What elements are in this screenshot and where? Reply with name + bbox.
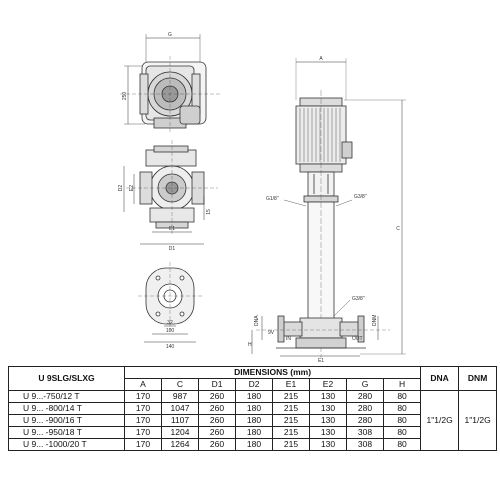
flange-inner-label: 100: [165, 328, 175, 334]
value-cell: 170: [125, 391, 162, 403]
value-cell: 130: [310, 427, 347, 439]
model-cell: U 9... -900/16 T: [9, 415, 125, 427]
side-a-label: A: [319, 56, 323, 62]
value-cell: 1047: [162, 403, 199, 415]
value-cell: 260: [199, 391, 236, 403]
model-cell: U 9...-750/12 T: [9, 391, 125, 403]
value-cell: 260: [199, 403, 236, 415]
dimensions-header: DIMENSIONS (mm): [125, 367, 421, 379]
value-cell: 170: [125, 415, 162, 427]
value-cell: 80: [384, 427, 421, 439]
column-header: A: [125, 379, 162, 391]
value-cell: 180: [236, 391, 273, 403]
column-header: E2: [310, 379, 347, 391]
value-cell: 180: [236, 403, 273, 415]
value-cell: 80: [384, 391, 421, 403]
out-label: OUT: [352, 336, 363, 342]
top-view: [120, 34, 220, 132]
gauge-left-label: G1/8": [266, 196, 279, 202]
top-width-label: G: [168, 32, 172, 38]
dnm-side-label: DNM: [372, 314, 378, 326]
value-cell: 260: [199, 439, 236, 451]
value-cell: 280: [347, 391, 384, 403]
mid-e1-label: E1: [168, 226, 176, 232]
column-header: D2: [236, 379, 273, 391]
column-header: H: [384, 379, 421, 391]
column-header: D1: [199, 379, 236, 391]
mid-d1-label: D1: [168, 246, 176, 252]
dna-side-label: DNA: [254, 315, 260, 326]
in-label: IN: [286, 336, 291, 342]
value-cell: 80: [384, 415, 421, 427]
value-cell: 1204: [162, 427, 199, 439]
value-cell: 308: [347, 439, 384, 451]
value-cell: 308: [347, 427, 384, 439]
mid-e2-label: E2: [129, 184, 135, 192]
value-cell: 170: [125, 439, 162, 451]
top-height-label: 250: [122, 91, 128, 101]
value-cell: 280: [347, 415, 384, 427]
column-header: G: [347, 379, 384, 391]
value-cell: 130: [310, 391, 347, 403]
value-cell: 180: [236, 415, 273, 427]
bottom-h-label: H: [248, 342, 252, 348]
flange-outer-label: 140: [165, 344, 175, 350]
model-cell: U 9... -800/14 T: [9, 403, 125, 415]
value-cell: 260: [199, 427, 236, 439]
value-cell: 180: [236, 427, 273, 439]
mid-d2-label: D2: [118, 184, 124, 192]
value-cell: 180: [236, 439, 273, 451]
side-e1-label: E1: [317, 358, 325, 364]
value-cell: 987: [162, 391, 199, 403]
value-cell: 80: [384, 403, 421, 415]
value-cell: 215: [273, 427, 310, 439]
dna-header: DNA: [421, 367, 459, 391]
value-cell: 215: [273, 403, 310, 415]
value-cell: 130: [310, 415, 347, 427]
value-cell: 130: [310, 439, 347, 451]
model-cell: U 9... -950/18 T: [9, 427, 125, 439]
side-c-label: C: [396, 226, 400, 232]
value-cell: 215: [273, 415, 310, 427]
model-header: U 9SLG/SLXG: [9, 367, 125, 391]
value-cell: 130: [310, 403, 347, 415]
dna-value: 1"1/2G: [421, 391, 459, 451]
dimensions-table: [8, 366, 497, 451]
model-cell: U 9... -1000/20 T: [9, 439, 125, 451]
value-cell: 80: [384, 439, 421, 451]
mid-side-label: 15: [206, 209, 212, 215]
nine-v-label: 9V: [268, 330, 275, 336]
value-cell: 1264: [162, 439, 199, 451]
dnm-header: DNM: [459, 367, 497, 391]
flange-hole-label: 32: [167, 320, 173, 326]
gauge-right-label: G3/8": [354, 194, 367, 200]
drain-label: G3/8": [352, 296, 365, 302]
side-view: [252, 58, 406, 358]
value-cell: 215: [273, 391, 310, 403]
value-cell: 170: [125, 427, 162, 439]
column-header: E1: [273, 379, 310, 391]
value-cell: 280: [347, 403, 384, 415]
table-row: [9, 391, 497, 403]
value-cell: 215: [273, 439, 310, 451]
value-cell: 260: [199, 415, 236, 427]
column-header: C: [162, 379, 199, 391]
value-cell: 170: [125, 403, 162, 415]
dnm-value: 1"1/2G: [459, 391, 497, 451]
value-cell: 1107: [162, 415, 199, 427]
